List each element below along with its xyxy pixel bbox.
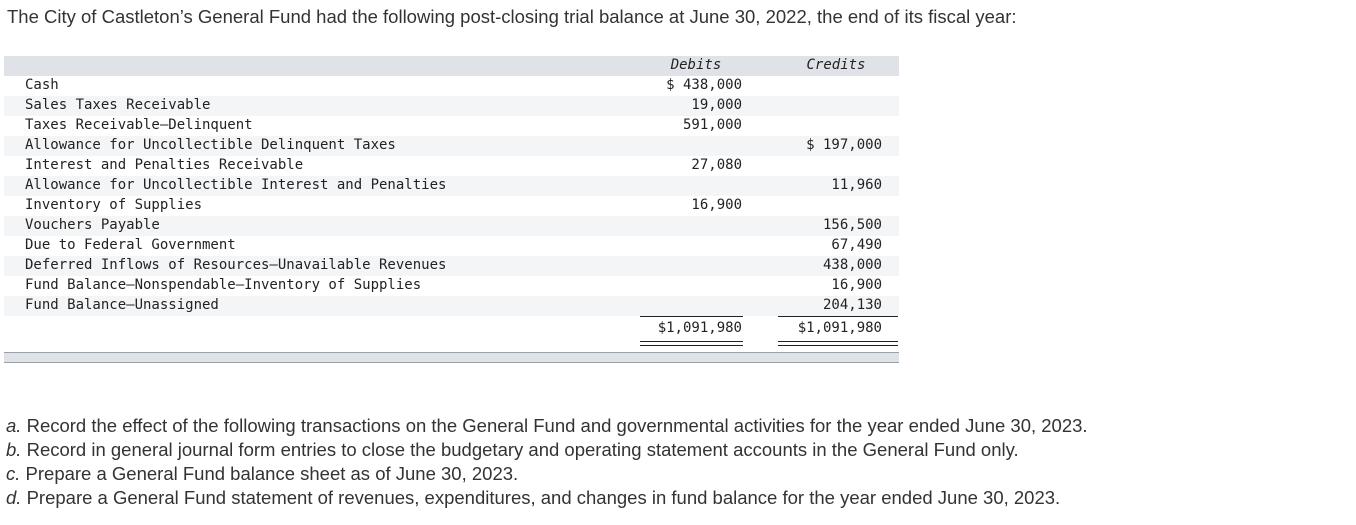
trial-balance-table [4,56,899,366]
account-name: Deferred Inflows of Resources—Unavailable Revenues [25,257,447,273]
debit-total: $1,091,980 [657,320,742,336]
account-name: Vouchers Payable [25,217,160,233]
requirement-text: Record in general journal form entries to close the budgetary and operating statement accounts in the General Fund only. [21,439,1019,460]
debits-header: Debits [670,57,722,73]
account-name: Sales Taxes Receivable [25,97,211,113]
requirement-label: a. [6,415,22,436]
credits-header: Credits [806,57,866,73]
credit-total-rule [778,316,898,317]
credit-total: $1,091,980 [797,320,882,336]
credit-amount: $ 197,000 [806,137,882,153]
table-header-band [4,56,899,76]
requirement-text: Record the effect of the following transactions on the General Fund and governmental activities for the year ended June 30, 2023. [21,415,1088,436]
account-name: Interest and Penalties Receivable [25,157,304,173]
credit-amount: 156,500 [822,217,882,233]
debit-amount: 19,000 [691,97,742,113]
debit-double-rule [640,341,743,346]
debit-amount: 16,900 [691,197,742,213]
account-name: Taxes Receivable—Delinquent [25,117,253,133]
table-footer-band [4,352,899,363]
account-name: Allowance for Uncollectible Interest and Penalties [25,177,447,193]
credit-double-rule [778,341,898,346]
requirement-label: c. [6,463,21,484]
debit-amount: 27,080 [691,157,742,173]
account-name: Fund Balance—Unassigned [25,297,219,313]
account-name: Inventory of Supplies [25,197,203,213]
requirement-label: b. [6,439,22,460]
credit-amount: 438,000 [822,257,882,273]
requirement-c [6,462,1088,486]
account-name: Cash [25,77,59,93]
credit-amount: 204,130 [822,297,882,313]
debit-amount: $ 438,000 [666,77,742,93]
credit-amount: 11,960 [831,177,882,193]
credit-amount: 16,900 [831,277,882,293]
requirement-b [6,438,1088,462]
account-name: Due to Federal Government [25,237,236,253]
requirement-text: Prepare a General Fund statement of revenues, expenditures, and changes in fund balance for the year ended June 30, 2023. [21,487,1061,508]
intro-text: The City of Castleton’s General Fund had the following post-closing trial balance at June 30, 2022, the end of its fiscal year: [7,6,1017,27]
account-name: Allowance for Uncollectible Delinquent Taxes [25,137,396,153]
credit-amount: 67,490 [831,237,882,253]
requirement-label: d. [6,487,22,508]
requirement-text: Prepare a General Fund balance sheet as of June 30, 2023. [20,463,519,484]
account-name: Fund Balance—Nonspendable—Inventory of Supplies [25,277,422,293]
requirement-d [6,486,1088,510]
requirements-list [6,414,1088,510]
debit-total-rule [640,316,743,317]
requirement-a [6,414,1088,438]
debit-amount: 591,000 [682,117,742,133]
